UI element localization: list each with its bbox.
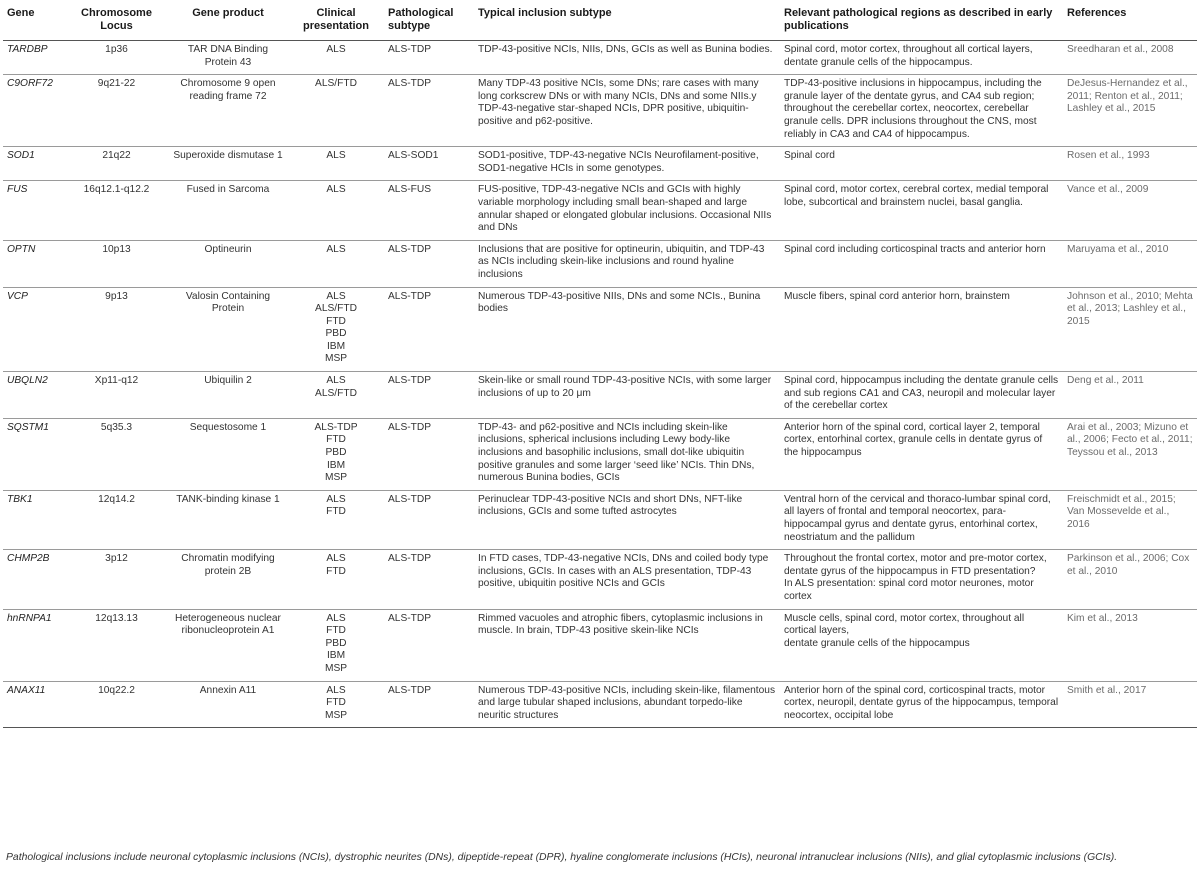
pathological-subtype-cell: ALS-TDP [384,75,474,147]
clinical-presentation-item: ALS [326,612,346,624]
clinical-presentation-cell [288,41,384,75]
pathological-subtype-cell: ALS-TDP [384,490,474,549]
pathological-regions-cell: Muscle cells, spinal cord, motor cortex, throughout all cortical layers, dentate granule cells of the hippocampus [780,609,1063,681]
locus-cell: 9p13 [65,287,168,372]
references-cell: Freischmidt et al., 2015; Van Mossevelde et al., 2016 [1063,490,1197,549]
pathological-regions-cell: Throughout the frontal cortex, motor and pre-motor cortex, dentate gyrus of the hippocampus in FTD presentation? In ALS presentation: spinal cord motor neurones, motor cortex [780,550,1063,609]
inclusion-subtype-cell: In FTD cases, TDP-43-negative NCIs, DNs and coiled body type inclusions, GCIs. In cases with an ALS presentation, TDP-43 positive, ubiquitin positive NCIs and GCIs [474,550,780,609]
clinical-presentation-item: ALS [326,243,346,255]
header-chromosome-locus: Chromosome Locus [65,3,168,41]
table-row [3,490,1197,549]
gene-product-cell: Chromatin modifying protein 2B [168,550,288,609]
clinical-presentation-item: ALS [326,375,346,387]
pathological-regions-cell: Ventral horn of the cervical and thoraco-lumbar spinal cord, all layers of frontal and temporal neocortex, para-hippocampal gyrus and dentate gyrus, entorhinal cortex, neostriatum and the pallidum [780,490,1063,549]
pathological-subtype-cell: ALS-FUS [384,181,474,240]
header-inclusion-subtype: Typical inclusion subtype [474,3,780,41]
pathological-regions-cell: Anterior horn of the spinal cord, corticospinal tracts, motor cortex, neuropil, dentate gyrus of the hippocampus, temporal neocortex, occipital lobe [780,681,1063,728]
pathological-subtype-cell: ALS-TDP [384,372,474,419]
table-row [3,181,1197,240]
references-cell: Johnson et al., 2010; Mehta et al., 2013; Lashley et al., 2015 [1063,287,1197,372]
locus-cell: 12q13.13 [65,609,168,681]
table-footnote: Pathological inclusions include neuronal cytoplasmic inclusions (NCIs), dystrophic neurites (DNs), dipeptide-repeat (DPR), hyaline conglomerate inclusions (HCIs), neuronal intranuclear inclusions (NIIs), and glial cytoplasmic inclusions (GCIs). [6,852,1118,863]
inclusion-subtype-cell: TDP-43-positive NCIs, NIIs, DNs, GCIs as well as Bunina bodies. [474,41,780,75]
inclusion-subtype-cell: Numerous TDP-43-positive NCIs, including skein-like, filamentous and large tubular shaped inclusions, abundant torpedo-like neuritic structures [474,681,780,728]
header-gene-product: Gene product [168,3,288,41]
clinical-presentation-item: FTD [326,506,346,518]
gene-cell: ANAX11 [3,681,65,728]
clinical-presentation-cell [288,240,384,287]
clinical-presentation-item: ALS [326,290,346,302]
pathological-regions-cell: Spinal cord, motor cortex, throughout all cortical layers, dentate granule cells of the hippocampus. [780,41,1063,75]
clinical-presentation-cell [288,418,384,490]
gene-cell: SOD1 [3,147,65,181]
gene-product-cell: Annexin A11 [168,681,288,728]
gene-cell: TARDBP [3,41,65,75]
pathological-regions-cell: Anterior horn of the spinal cord, cortical layer 2, temporal cortex, entorhinal cortex, granule cells in dentate gyrus of the hippocampus [780,418,1063,490]
clinical-presentation-cell [288,372,384,419]
pathological-subtype-cell: ALS-TDP [384,681,474,728]
references-cell: Kim et al., 2013 [1063,609,1197,681]
clinical-presentation-item: FTD [326,565,346,577]
clinical-presentation-item: ALS-TDP [314,421,358,433]
clinical-presentation-item: MSP [324,472,348,484]
pathological-subtype-cell: ALS-TDP [384,550,474,609]
header-pathological-subtype: Pathological subtype [384,3,474,41]
locus-cell: 3p12 [65,550,168,609]
header-row [3,3,1197,41]
gene-cell: SQSTM1 [3,418,65,490]
locus-cell: 5q35.3 [65,418,168,490]
gene-product-cell: Chromosome 9 open reading frame 72 [168,75,288,147]
references-cell: Smith et al., 2017 [1063,681,1197,728]
clinical-presentation-item: FTD [326,315,346,327]
locus-cell: 21q22 [65,147,168,181]
clinical-presentation-cell [288,287,384,372]
inclusion-subtype-cell: Inclusions that are positive for optineurin, ubiquitin, and TDP-43 as NCIs including skein-like inclusions and round hyaline inclusions [474,240,780,287]
pathological-subtype-cell: ALS-TDP [384,240,474,287]
clinical-presentation-item: MSP [324,353,348,365]
pathological-regions-cell: Spinal cord, hippocampus including the dentate granule cells and sub regions CA1 and CA3, neuropil and molecular layer of the cerebellar cortex [780,372,1063,419]
clinical-presentation-cell [288,681,384,728]
locus-cell: 12q14.2 [65,490,168,549]
clinical-presentation-item: ALS [326,184,346,196]
clinical-presentation-item: IBM [326,650,346,662]
gene-product-cell: Optineurin [168,240,288,287]
gene-product-cell: TAR DNA Binding Protein 43 [168,41,288,75]
gene-cell: UBQLN2 [3,372,65,419]
clinical-presentation-item: MSP [324,709,348,721]
pathological-subtype-cell: ALS-TDP [384,287,474,372]
pathological-subtype-cell: ALS-TDP [384,41,474,75]
pathological-regions-cell: Spinal cord, motor cortex, cerebral cortex, medial temporal lobe, subcortical and brainstem nuclei, basal ganglia. [780,181,1063,240]
clinical-presentation-item: FTD [326,697,346,709]
gene-cell: FUS [3,181,65,240]
table-row [3,287,1197,372]
gene-product-cell: Fused in Sarcoma [168,181,288,240]
gene-cell: C9ORF72 [3,75,65,147]
pathological-subtype-cell: ALS-SOD1 [384,147,474,181]
gene-cell: VCP [3,287,65,372]
inclusion-subtype-cell: TDP-43- and p62-positive and NCIs including skein-like inclusions, spherical inclusions including Lewy body-like inclusions and basophilic inclusions, small dot-like ubiquitin positive granules and some larger ‘seed like’ NCIs. Thin DNs, numerous Bunina bodies, GCIs [474,418,780,490]
clinical-presentation-item: ALS/FTD [315,387,357,399]
table-row [3,681,1197,728]
pathological-regions-cell: Muscle fibers, spinal cord anterior horn, brainstem [780,287,1063,372]
gene-cell: OPTN [3,240,65,287]
locus-cell: 10p13 [65,240,168,287]
clinical-presentation-cell [288,550,384,609]
table-row [3,372,1197,419]
references-cell: Vance et al., 2009 [1063,181,1197,240]
locus-cell: 10q22.2 [65,681,168,728]
locus-cell: 1p36 [65,41,168,75]
header-clinical-presentation: Clinical presentation [288,3,384,41]
clinical-presentation-item: PBD [325,328,347,340]
clinical-presentation-cell [288,75,384,147]
gene-product-cell: Valosin Containing Protein [168,287,288,372]
table-row [3,240,1197,287]
clinical-presentation-item: ALS/FTD [315,303,357,315]
table-row [3,418,1197,490]
header-pathological-regions: Relevant pathological regions as described in early publications [780,3,1063,41]
inclusion-subtype-cell: Numerous TDP-43-positive NIIs, DNs and some NCIs., Bunina bodies [474,287,780,372]
gene-product-cell: Superoxide dismutase 1 [168,147,288,181]
gene-cell: CHMP2B [3,550,65,609]
table-body [3,41,1197,728]
gene-product-cell: Heterogeneous nuclear ribonucleoprotein A1 [168,609,288,681]
clinical-presentation-cell [288,181,384,240]
inclusion-subtype-cell: Skein-like or small round TDP-43-positive NCIs, with some larger inclusions of up to 20 μm [474,372,780,419]
inclusion-subtype-cell: Perinuclear TDP-43-positive NCIs and short DNs, NFT-like inclusions, GCIs and some tufted astrocytes [474,490,780,549]
clinical-presentation-item: ALS [326,493,346,505]
pathological-regions-cell: Spinal cord including corticospinal tracts and anterior horn [780,240,1063,287]
references-cell: Arai et al., 2003; Mizuno et al., 2006; Fecto et al., 2011; Teyssou et al., 2013 [1063,418,1197,490]
references-cell: Parkinson et al., 2006; Cox et al., 2010 [1063,550,1197,609]
pathological-subtype-cell: ALS-TDP [384,418,474,490]
genes-table [3,3,1197,728]
gene-cell: hnRNPA1 [3,609,65,681]
clinical-presentation-cell [288,609,384,681]
table-row [3,147,1197,181]
references-cell: Maruyama et al., 2010 [1063,240,1197,287]
pathological-regions-cell: TDP-43-positive inclusions in hippocampus, including the granule layer of the dentate gyrus, and CA4 sub region; throughout the cerebellar cortex, neocortex, cerebellar granule cells. DPR inclusions throughout the CNS, most reliably in CA3 and CA4 of hippocampus. [780,75,1063,147]
inclusion-subtype-cell: Rimmed vacuoles and atrophic fibers, cytoplasmic inclusions in muscle. In brain, TDP-43 positive skein-like NCIs [474,609,780,681]
header-gene: Gene [3,3,65,41]
locus-cell: 9q21-22 [65,75,168,147]
inclusion-subtype-cell: SOD1-positive, TDP-43-negative NCIs Neurofilament-positive, SOD1-negative HCIs in some genotypes. [474,147,780,181]
table-row [3,609,1197,681]
gene-cell: TBK1 [3,490,65,549]
clinical-presentation-item: PBD [325,447,347,459]
table-header [3,3,1197,41]
inclusion-subtype-cell: FUS-positive, TDP-43-negative NCIs and GCIs with highly variable morphology including small bean-shaped and large annular shaped or elongated globular inclusions. Occasional NIIs and DNs [474,181,780,240]
table-row [3,41,1197,75]
clinical-presentation-item: IBM [326,340,346,352]
table-row [3,75,1197,147]
references-cell: Deng et al., 2011 [1063,372,1197,419]
clinical-presentation-item: ALS [326,44,346,55]
header-references: References [1063,3,1197,41]
clinical-presentation-item: ALS/FTD [315,78,357,90]
references-cell: DeJesus-Hernandez et al., 2011; Renton et al., 2011; Lashley et al., 2015 [1063,75,1197,147]
clinical-presentation-item: ALS [326,684,346,696]
references-cell: Rosen et al., 1993 [1063,147,1197,181]
gene-product-cell: Sequestosome 1 [168,418,288,490]
gene-product-cell: Ubiquilin 2 [168,372,288,419]
clinical-presentation-item: FTD [326,625,346,637]
pathological-regions-cell: Spinal cord [780,147,1063,181]
clinical-presentation-item: PBD [325,637,347,649]
inclusion-subtype-cell: Many TDP-43 positive NCIs, some DNs; rare cases with many long corkscrew DNs or with many NCIs, DNs and some NIIs.y TDP-43-negative star-shaped NCIs, DPR positive, ubiquitin-positive and p62-positive. [474,75,780,147]
locus-cell: Xp11-q12 [65,372,168,419]
clinical-presentation-item: ALS [326,553,346,565]
clinical-presentation-cell [288,147,384,181]
gene-product-cell: TANK-binding kinase 1 [168,490,288,549]
clinical-presentation-item: FTD [326,434,346,446]
clinical-presentation-item: MSP [324,662,348,674]
clinical-presentation-item: IBM [326,459,346,471]
table-row [3,550,1197,609]
references-cell: Sreedharan et al., 2008 [1063,41,1197,75]
clinical-presentation-cell [288,490,384,549]
pathological-subtype-cell: ALS-TDP [384,609,474,681]
clinical-presentation-item: ALS [326,150,346,162]
locus-cell: 16q12.1-q12.2 [65,181,168,240]
